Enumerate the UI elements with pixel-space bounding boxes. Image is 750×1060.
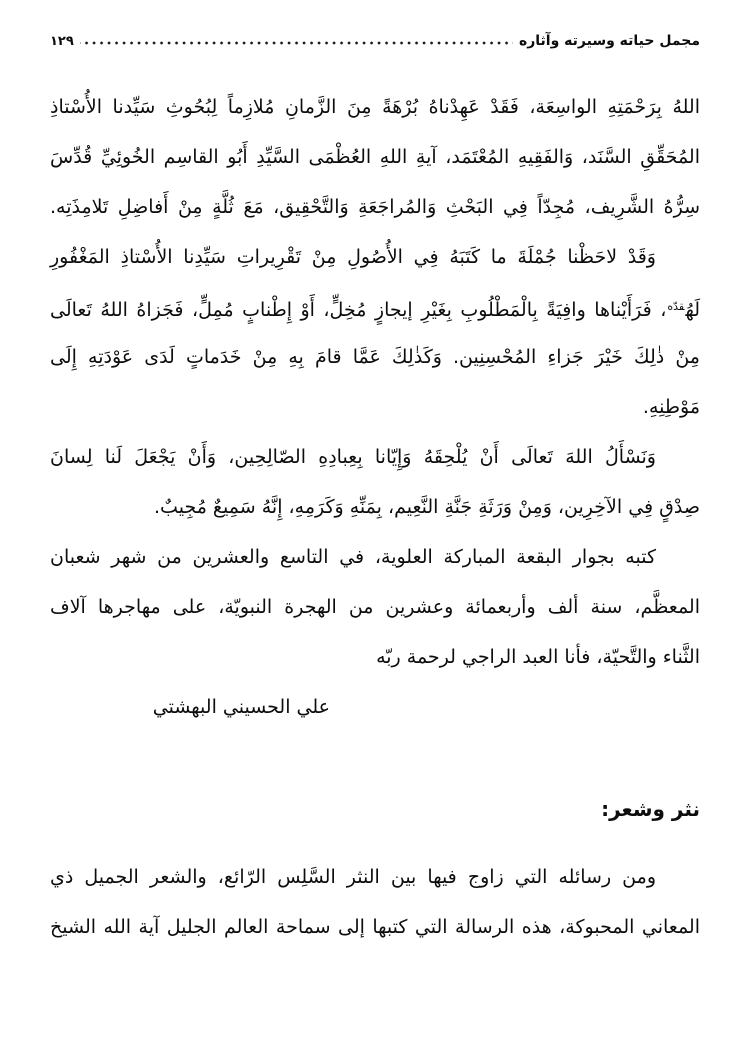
text-line: كتبه بجوار البقعة المباركة العلوية، في التاسع والعشرين من شهر شعبان — [50, 546, 656, 568]
text-line: مِنْ ذٰلِكَ خَيْرَ جَزاءِ المُحْسِنِين. وَكَذٰلِكَ عَمَّا قامَ بِهِ مِنْ خَدَماتٍ لَدَى عَوْدَتِهِ إِلَى — [50, 346, 700, 368]
text-line: المُحَقِّقِ السَّنَد، وَالفَقِيهِ المُعْتَمَد، آيةِ اللهِ العُظْمَى السَّيِّدِ أَبُو القاسِم الخُوئِيِّ قُدِّسَ — [50, 146, 700, 168]
text-line: اللهُ بِرَحْمَتِهِ الواسِعَة، فَقَدْ عَهِدْناهُ بُرْهَةً مِنَ الزَّمانِ مُلازِماً لِبُحُوثِ سَيِّدنا الأُسْتاذِ — [50, 96, 700, 118]
text-line: مَوْطِنِهِ. — [642, 396, 700, 418]
text-line: صِدْقٍ فِي الآخِرِين، وَمِنْ وَرَثَةِ جَنَّةِ النَّعِيم، بِمَنِّهِ وَكَرَمِهِ، إِنَّهُ سَمِيعٌ مُجِيبٌ. — [154, 496, 700, 518]
dotted-leader — [80, 39, 513, 47]
text-line: سِرُّهُ الشَّرِيف، مُجِدّاً فِي البَحْثِ وَالمُراجَعَةِ وَالتَّحْقِيق، مَعَ ثُلَّةٍ مِنْ أَفاضِلِ تَلامِذَتِه. — [50, 196, 700, 218]
text-line: وَقَدْ لاحَظْنا جُمْلَةَ ما كَتَبَهُ فِي الأُصُولِ مِنْ تَقْرِيراتِ سَيِّدِنا الأُسْتاذِ المَغْفُورِ — [50, 246, 656, 268]
text-fragment: ، فَرَأَيْناها وافِيَةً بِالْمَطْلُوبِ بِغَيْرِ إيجازٍ مُخِلٍّ، أَوْ إِطْنابٍ مُمِلٍّ، فَجَزاهُ اللهُ تَعالَى — [50, 299, 667, 321]
running-title: مجمل حياته وسيرته وآثاره — [518, 33, 700, 49]
text-line — [50, 282, 700, 332]
section-heading: نثر وشعر: — [601, 797, 700, 821]
text-line: الثَّناء والتَّحيّة، فأنا العبد الراجي لرحمة ربّه — [376, 646, 700, 668]
text-line: المعاني المحبوكة، هذه الرسالة التي كتبها إلى سماحة العالم الجليل آية الله الشيخ — [50, 916, 700, 938]
honorific-mark: قدّه — [667, 300, 685, 313]
page-number: ١٢٩ — [50, 33, 74, 49]
text-fragment: لَهُ — [685, 299, 700, 321]
page-body — [50, 82, 700, 952]
text-line: ومن رسائله التي زاوج فيها بين النثر السَّلِس الرّائع، والشعر الجميل ذي — [50, 866, 656, 888]
text-line: المعظَّم، سنة ألف وأربعمائة وعشرين من الهجرة النبويّة، على مهاجرها آلاف — [50, 596, 700, 618]
author-signature: علي الحسيني البهشتي — [152, 696, 330, 718]
page-header — [50, 30, 700, 52]
text-line: وَنَسْأَلُ اللهَ تَعالَى أَنْ يُلْحِقَهُ وَإِيّانا بِعِبادِهِ الصّالِحِين، وَأَنْ يَجْعَلَ لَنا لِسانَ — [50, 446, 656, 468]
